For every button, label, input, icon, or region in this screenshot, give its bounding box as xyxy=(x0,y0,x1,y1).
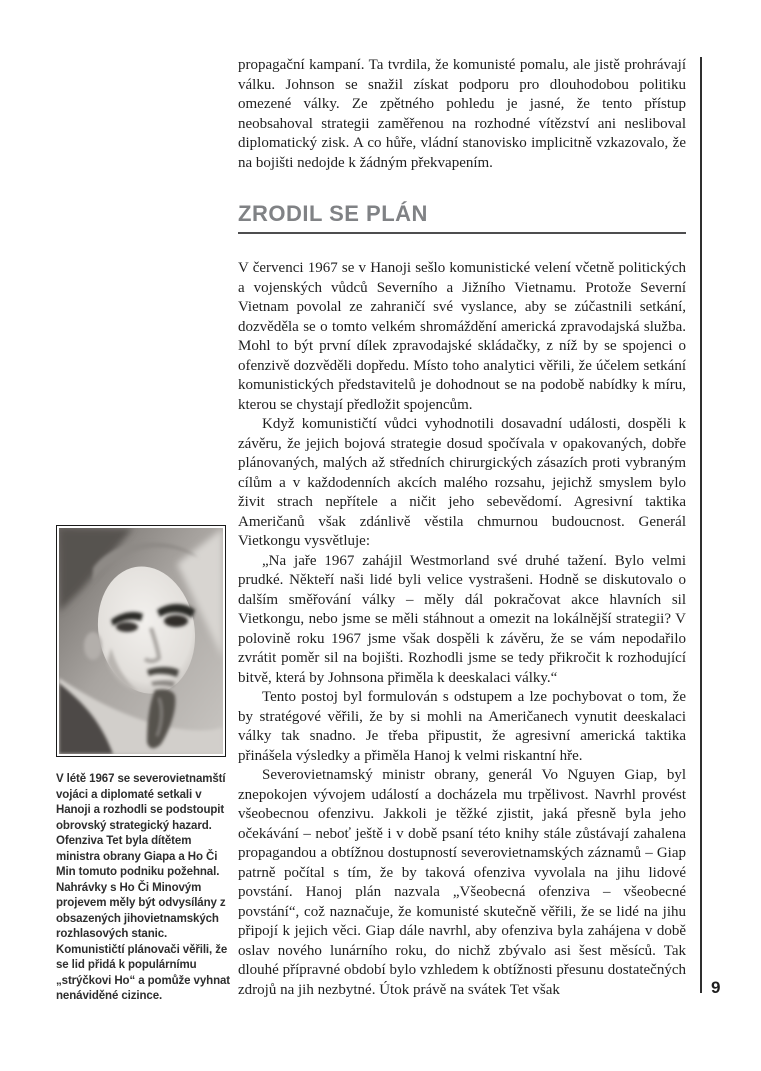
heading-rule xyxy=(238,232,686,234)
page-number: 9 xyxy=(711,978,721,997)
body-paragraph: Tento postoj byl formulován s odstupem a lze pochybovat o tom, že by stratégové věřili, že by si mohli na Američanech vynutit deeskalaci války tak snadno. Je třeba připustit, že agresivní americká taktika přinášela výsledky a přiměla Hanoj k velmi riskantní hře. xyxy=(238,689,686,764)
main-text-column xyxy=(238,56,686,1000)
body-paragraph: Severovietnamský ministr obrany, generál Vo Nguyen Giap, byl znepokojen vývojem událostí a docházela mu trpělivost. Navrhl provést všeobecnou ofenzivu. Jakkoli je těžké zjistit, jaká přesně byla jeho očekávání – neboť ještě i v době psaní této knihy stále zůstávají zahalena propagandou a obtížnou dostupností severovietnamských záznamů – Giap patrně počítal s tím, že by taková ofenziva vyvolala na jihu lidové povstání. Hanoj plán nazvala „Všeobecná ofenziva – všeobecné povstání“, což naznačuje, že komunisté skutečně věřili, že se lidé na jihu připojí k jejich věci. Giap dále navrhl, aby ofenziva byla zahájena v době oslav nového lunárního roku, do nichž zbývalo asi šest měsíců. Tak dlouhé přípravné období bylo vzhledem k obtížnosti přesunu dostatečných zdrojů na jih nezbytné. Útok právě na svátek Tet však xyxy=(238,767,686,998)
body-paragraph: V červenci 1967 se v Hanoji sešlo komunistické velení včetně politických a vojenských vůdců Severního a Jižního Vietnamu. Protože Severní Vietnam povolal ze zahraničí své vyslance, aby se zúčastnili setkání, dozvěděla se o tomto velkém shromáždění americká zpravodajská služba. Mohl to být první dílek zpravodajské skládačky, z níž by se spojenci o ofenzivě dozvěděli dopředu. Místo toho analytici věřili, že účelem setkání komunistických představitelů je dohodnout se na podobě nabídky k míru, kterou se chystají předložit spojencům. xyxy=(238,260,686,413)
portrait-illustration xyxy=(59,528,223,754)
quote-paragraph: „Na jaře 1967 zahájil Westmorland své druhé tažení. Bylo velmi prudké. Někteří naši lidé byli velice vystrašeni. Hodně se diskutovalo o dalším směřování války – měly dál pokračovat akce hlavních sil Vietkongu, nebo jsme se měli stáhnout a omezit na lokálnější strategii? V polovině roku 1967 jsme však dospěli k závěru, že se vám nepodařilo zvrátit poměr sil na bojišti. Rozhodli jsme se tedy přikročit k rozhodující bitvě, která by Johnsona přiměla k deeskalaci války.“ xyxy=(238,552,686,686)
photo-caption: V létě 1967 se severovietnamští vojáci a diplomaté setkali v Hanoji a rozhodli se podstoupit obrovský strategický hazard. Ofenziva Tet byla dítětem ministra obrany Giapa a Ho Či Min tomuto podniku požehnal. Nahrávky s Ho Či Minovým projevem měly být odvysílány z obsazených jihovietnamských rozhlasových stanic. Komunističtí plánovači věřili, že se lid přidá k populárnímu „strýčkovi Ho“ a pomůže vyhnat nenáviděné cizince. xyxy=(56,773,231,1002)
section-heading: ZRODIL SE PLÁN xyxy=(238,201,428,226)
ho-chi-minh-photo xyxy=(56,525,226,757)
column-divider xyxy=(700,57,702,993)
intro-paragraph: propagační kampaní. Ta tvrdila, že komunisté pomalu, ale jistě prohrávají válku. Johnson se snažil získat podporu pro dlouhodobou politiku omezené války. Ze zpětného pohledu je jasné, že tento přístup neobsahoval strategii zaměřenou na rozhodné vítězství ani nesliboval diplomatický zisk. A co hůře, vládní stanovisko implicitně vzkazovalo, že na bojišti nedojde k žádným překvapením. xyxy=(238,57,686,171)
body-paragraph: Když komunističtí vůdci vyhodnotili dosavadní události, dospěli k závěru, že jejich bojová strategie dosud spočívala v opakovaných, dobře plánovaných, malých až středních chirurgických zásazích proti vybraným cílům a v každodenních akcích malého rozsahu, jejichž smyslem bylo živit strach nepřítele a ničit jeho sebevědomí. Agresivní taktika Američanů však zdánlivě věstila chmurnou budoucnost. Generál Vietkongu vysvětluje: xyxy=(238,416,686,549)
